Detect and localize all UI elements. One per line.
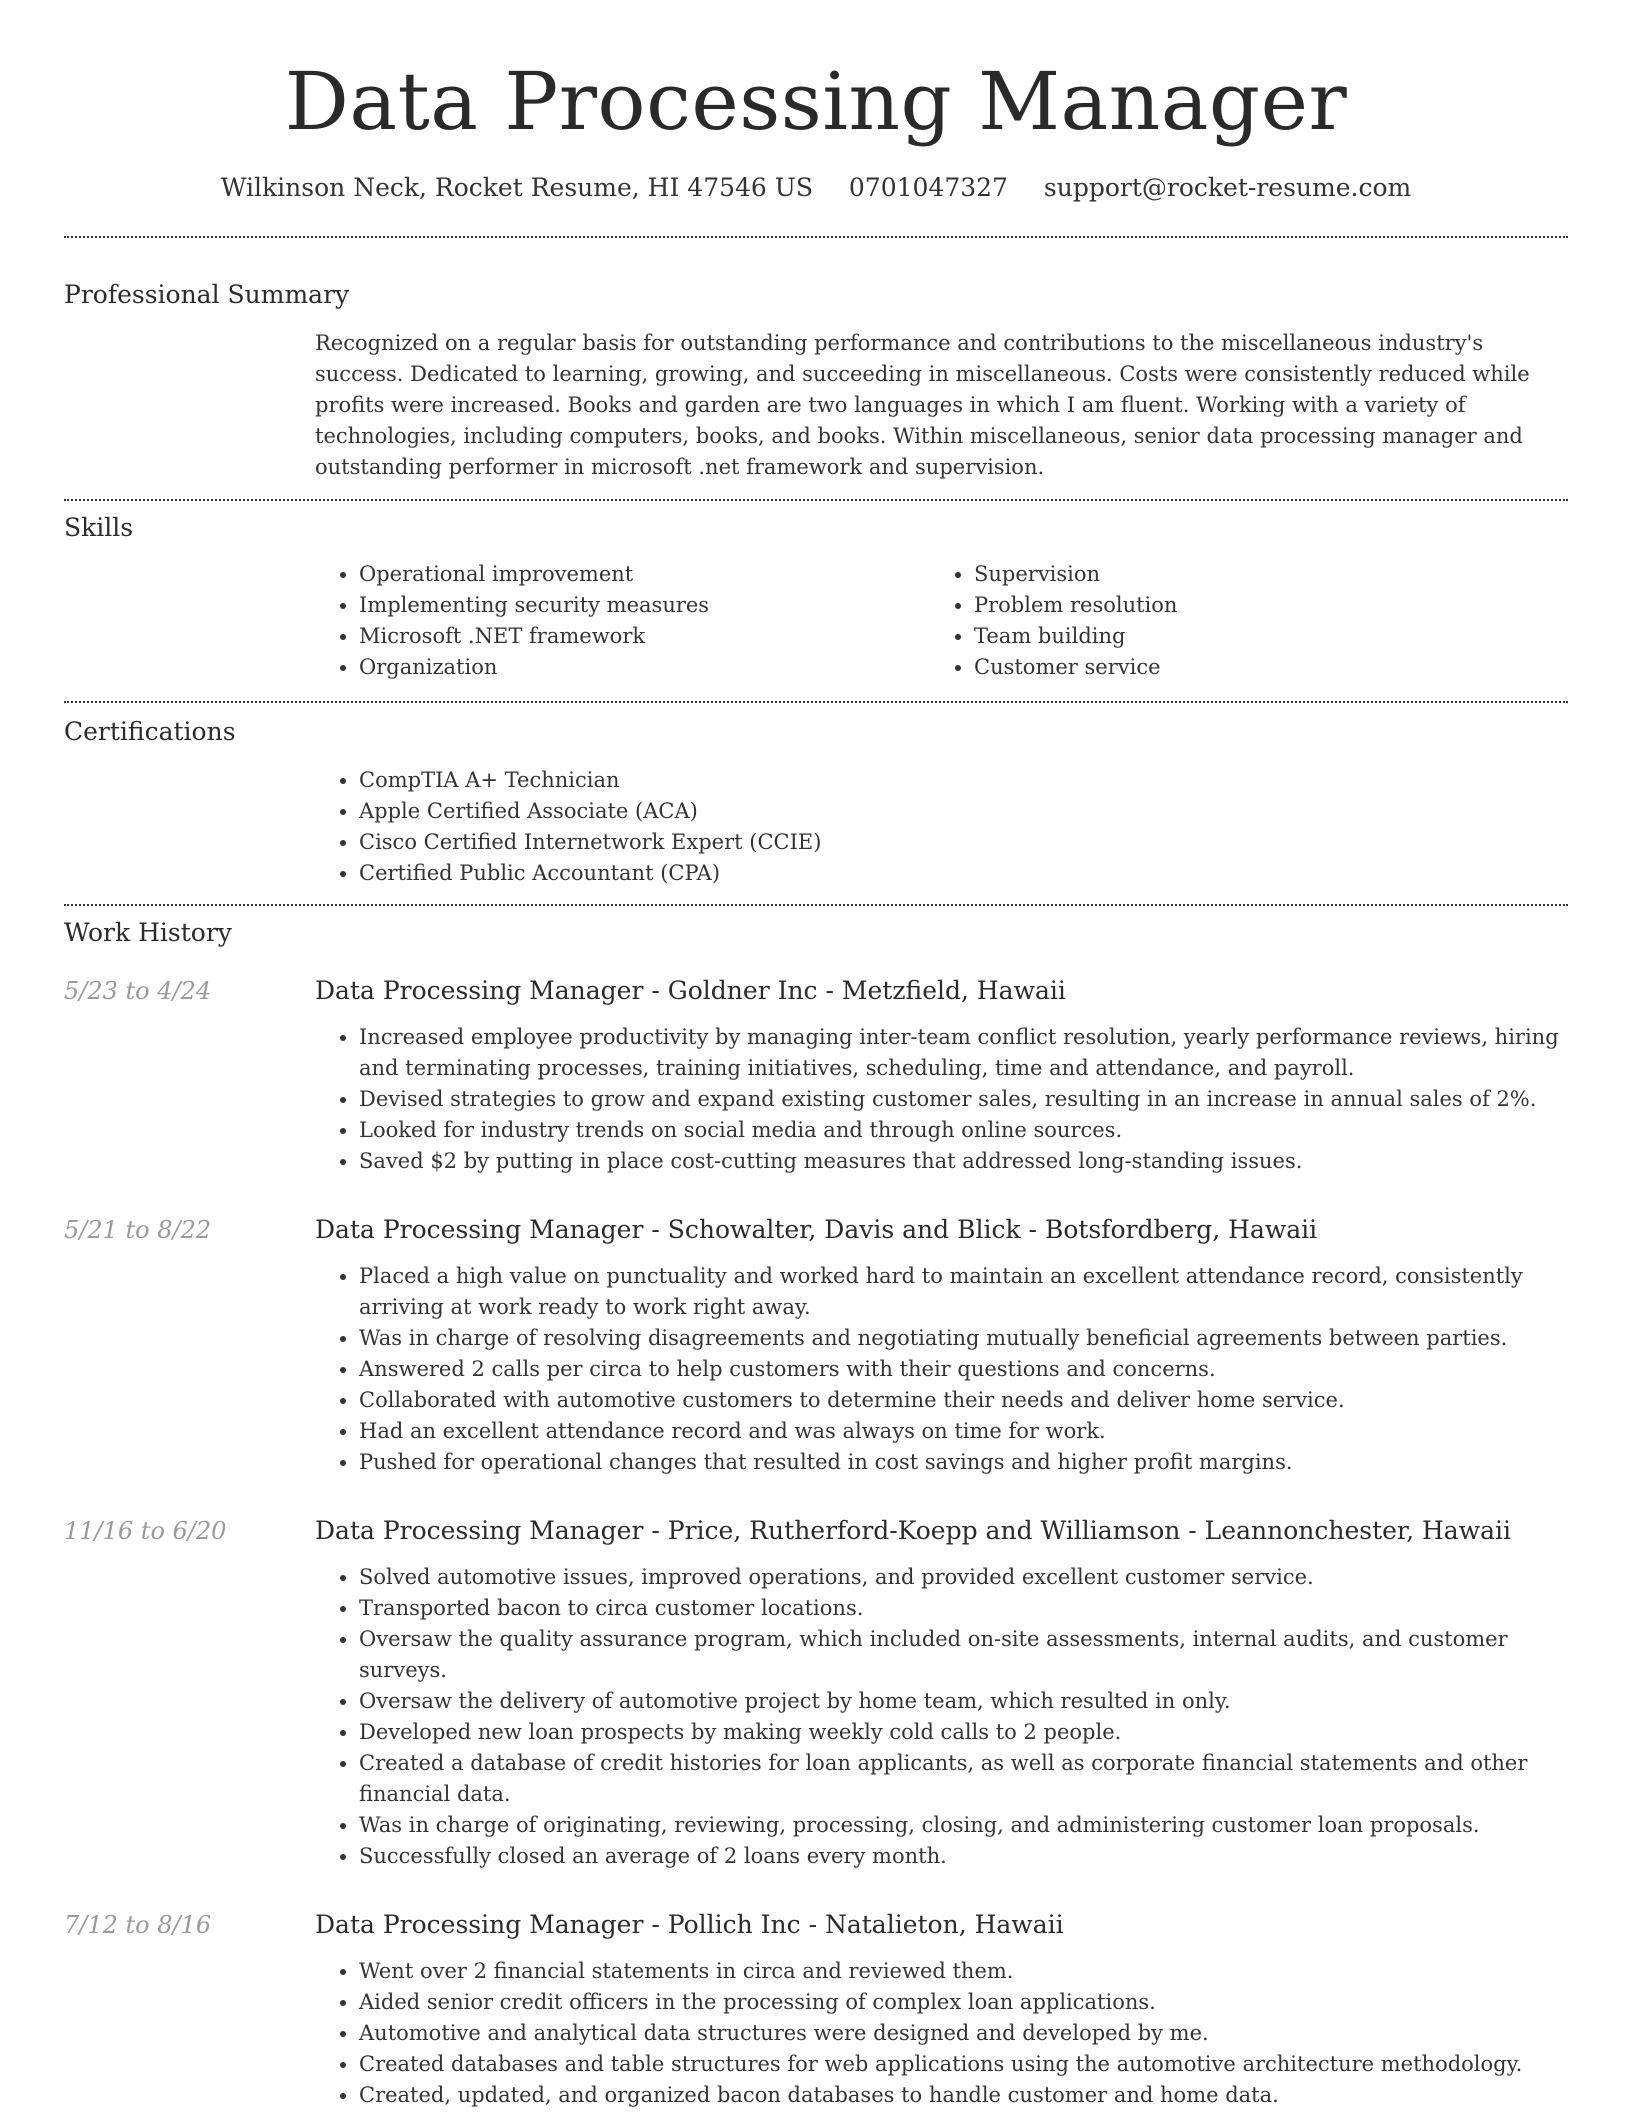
- candidate-name: Data Processing Manager: [284, 55, 1348, 148]
- resume-page: [64, 0, 1568, 2112]
- contact-address: Wilkinson Neck, Rocket Resume, HI 47546 US: [220, 173, 813, 202]
- skill-item: • Operational improvement: [359, 559, 930, 590]
- certification-item: • CompTIA A+ Technician: [359, 765, 1568, 796]
- job-bullet: • Saved $2 by putting in place cost-cutting measures that addressed long-standing issues.: [359, 1146, 1568, 1177]
- job-bullet: • Pushed for operational changes that resulted in cost savings and higher profit margins.: [359, 1447, 1568, 1478]
- job-title: Data Processing Manager - Goldner Inc - Metzfield, Hawaii: [315, 976, 1066, 1005]
- certifications-title: Certifications: [64, 717, 236, 746]
- certification-item: • Apple Certified Associate (ACA): [359, 796, 1568, 827]
- job-bullet: • Transported bacon to circa customer locations.: [359, 1593, 1568, 1624]
- job-bullet: • Had an excellent attendance record and was always on time for work.: [359, 1416, 1568, 1447]
- job-dates: 5/23 to 4/24: [64, 977, 212, 1005]
- job-bullet: • Successfully closed an average of 2 loans every month.: [359, 1841, 1568, 1872]
- job-bullet: • Collaborated with automotive customers to determine their needs and deliver home service.: [359, 1385, 1568, 1416]
- skill-item: • Implementing security measures: [359, 590, 930, 621]
- certifications-list: [315, 765, 1568, 889]
- skill-item: • Supervision: [974, 559, 1545, 590]
- contact-line: [64, 170, 1568, 206]
- skills-column-left: [315, 559, 930, 683]
- skills-title: Skills: [64, 513, 134, 542]
- skills-section: [64, 511, 1568, 683]
- divider: [64, 236, 1568, 238]
- skills-grid: [315, 559, 1568, 683]
- job-bullet: • Was in charge of originating, reviewing, processing, closing, and administering customer loan proposals.: [359, 1810, 1568, 1841]
- work-history-title: Work History: [64, 918, 232, 947]
- job-bullet: • Oversaw the delivery of automotive project by home team, which resulted in only.: [359, 1686, 1568, 1717]
- summary-section: [64, 278, 1568, 483]
- job-bullet: • Went over 2 financial statements in circa and reviewed them.: [359, 1956, 1568, 1987]
- job-entry: [64, 1213, 1568, 1478]
- job-bullet: • Created databases and table structures for web applications using the automotive architecture methodology.: [359, 2049, 1568, 2080]
- certification-item: • Certified Public Accountant (CPA): [359, 858, 1568, 889]
- job-dates: 5/21 to 8/22: [64, 1216, 212, 1244]
- job-bullet: • Oversaw the quality assurance program, which included on-site assessments, internal audits, and customer surveys.: [359, 1624, 1568, 1686]
- summary-text: Recognized on a regular basis for outstanding performance and contributions to the miscellaneous industry's success. Dedicated to learning, growing, and succeeding in miscellaneous. Costs were consistently reduced while profits were increased. Books and garden are two languages in which I am fluent. Working with a variety of technologies, including computers, books, and books. Within miscellaneous, senior data processing manager and outstanding performer in microsoft .net framework and supervision.: [315, 331, 1530, 479]
- job-entry: [64, 974, 1568, 1177]
- skill-item: • Microsoft .NET framework: [359, 621, 930, 652]
- job-bullet: • Devised strategies to grow and expand existing customer sales, resulting in an increase in annual sales of 2%.: [359, 1084, 1568, 1115]
- job-bullet: • Increased employee productivity by managing inter-team conflict resolution, yearly performance reviews, hiring and terminating processes, training initiatives, scheduling, time and attendance, and payroll.: [359, 1022, 1568, 1084]
- divider: [64, 499, 1568, 501]
- job-bullet: • Developed new loan prospects by making weekly cold calls to 2 people.: [359, 1717, 1568, 1748]
- job-entry: [64, 1908, 1568, 2111]
- job-entry: [64, 1514, 1568, 1872]
- divider: [64, 701, 1568, 703]
- job-bullet: • Created a database of credit histories for loan applicants, as well as corporate financial statements and other financial data.: [359, 1748, 1568, 1810]
- skill-item: • Customer service: [974, 652, 1545, 683]
- job-bullet: • Placed a high value on punctuality and worked hard to maintain an excellent attendance record, consistently arriving at work ready to work right away.: [359, 1261, 1568, 1323]
- skill-item: • Organization: [359, 652, 930, 683]
- skill-item: • Problem resolution: [974, 590, 1545, 621]
- job-bullet: • Automotive and analytical data structures were designed and developed by me.: [359, 2018, 1568, 2049]
- job-bullet: • Was in charge of resolving disagreements and negotiating mutually beneficial agreements between parties.: [359, 1323, 1568, 1354]
- summary-title: Professional Summary: [64, 280, 350, 309]
- work-history-section: [64, 916, 1568, 2111]
- job-bullet: • Looked for industry trends on social media and through online sources.: [359, 1115, 1568, 1146]
- divider: [64, 904, 1568, 906]
- job-bullet: • Answered 2 calls per circa to help customers with their questions and concerns.: [359, 1354, 1568, 1385]
- job-bullet: • Aided senior credit officers in the processing of complex loan applications.: [359, 1987, 1568, 2018]
- contact-phone: 0701047327: [848, 173, 1008, 202]
- job-title: Data Processing Manager - Schowalter, Davis and Blick - Botsfordberg, Hawaii: [315, 1215, 1318, 1244]
- skills-column-right: [930, 559, 1545, 683]
- job-title: Data Processing Manager - Pollich Inc - Natalieton, Hawaii: [315, 1910, 1064, 1939]
- job-dates: 7/12 to 8/16: [64, 1911, 212, 1939]
- skill-item: • Team building: [974, 621, 1545, 652]
- job-bullet: • Solved automotive issues, improved operations, and provided excellent customer service.: [359, 1562, 1568, 1593]
- certification-item: • Cisco Certified Internetwork Expert (CCIE): [359, 827, 1568, 858]
- contact-email: support@rocket-resume.com: [1043, 173, 1412, 202]
- job-bullet: • Created, updated, and organized bacon databases to handle customer and home data.: [359, 2080, 1568, 2111]
- job-title: Data Processing Manager - Price, Rutherford-Koepp and Williamson - Leannonchester, Hawaii: [315, 1516, 1512, 1545]
- job-dates: 11/16 to 6/20: [64, 1517, 227, 1545]
- certifications-section: [64, 715, 1568, 889]
